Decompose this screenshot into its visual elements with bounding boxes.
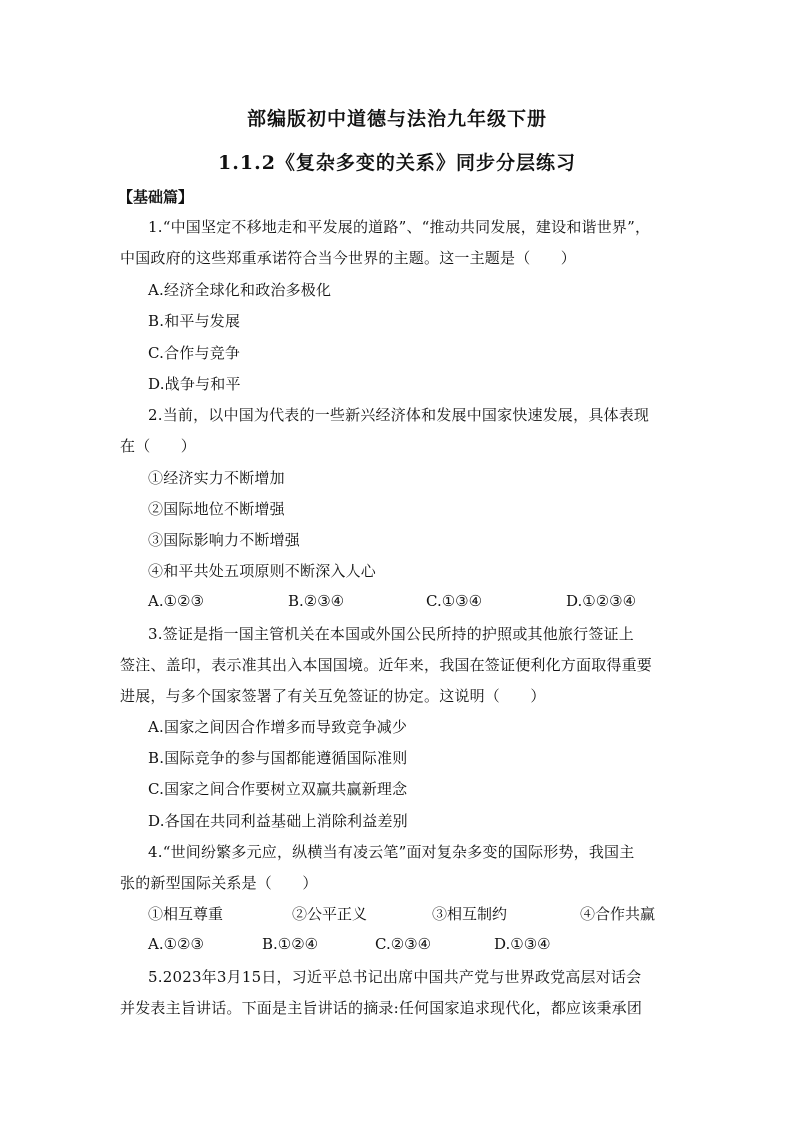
question-4-item-4: ④合作共赢	[580, 905, 656, 923]
question-1-option-b: B.和平与发展	[148, 312, 241, 330]
question-1-option-a: A.经济全球化和政治多极化	[148, 281, 332, 299]
question-3-option-d: D.各国在共同利益基础上消除利益差别	[148, 812, 408, 830]
section-label: 【基础篇】	[118, 188, 194, 206]
question-1-option-d: D.战争与和平	[148, 375, 241, 393]
question-1-option-c: C.合作与竞争	[148, 344, 241, 362]
question-2-choice-c: C.①③④	[426, 592, 483, 610]
question-2-item-2: ②国际地位不断增强	[148, 500, 285, 518]
question-4-item-1: ①相互尊重	[148, 905, 224, 923]
question-2-choice-d: D.①②③④	[566, 592, 637, 610]
question-4-choice-a: A.①②③	[148, 935, 204, 953]
question-5-line-1: 5.2023年3月15日，习近平总书记出席中国共产党与世界政党高层对话会	[148, 968, 642, 986]
question-2-choice-a: A.①②③	[148, 592, 204, 610]
question-2-line-1: 2.当前，以中国为代表的一些新兴经济体和发展中国家快速发展，具体表现	[148, 406, 650, 424]
question-5-line-2: 并发表主旨讲话。下面是主旨讲话的摘录:任何国家追求现代化，都应该秉承团	[120, 999, 643, 1017]
question-3-line-3: 进展，与多个国家签署了有关互免签证的协定。这说明（ ）	[120, 687, 546, 705]
question-3-line-1: 3.签证是指一国主管机关在本国或外国公民所持的护照或其他旅行签证上	[148, 625, 634, 643]
question-4-item-2: ②公平正义	[292, 905, 368, 923]
question-4-line-1: 4.“世间纷繁多元应，纵横当有凌云笔”面对复杂多变的国际形势，我国主	[148, 843, 635, 861]
page-title: 部编版初中道德与法治九年级下册	[246, 108, 547, 130]
question-4-item-3: ③相互制约	[432, 905, 508, 923]
question-3-option-b: B.国际竞争的参与国都能遵循国际准则	[148, 749, 408, 767]
question-3-option-c: C.国家之间合作要树立双赢共赢新理念	[148, 780, 408, 798]
question-3-line-2: 签注、盖印，表示准其出入本国国境。近年来，我国在签证便利化方面取得重要	[120, 656, 653, 674]
question-3-option-a: A.国家之间因合作增多而导致竞争减少	[148, 718, 408, 736]
question-2-item-4: ④和平共处五项原则不断深入人心	[148, 562, 377, 580]
page-subtitle: 1.1.2《复杂多变的关系》同步分层练习	[218, 152, 576, 174]
question-4-choice-d: D.①③④	[494, 935, 551, 953]
question-2-item-1: ①经济实力不断增加	[148, 469, 285, 487]
question-2-item-3: ③国际影响力不断增强	[148, 531, 301, 549]
question-1-line-2: 中国政府的这些郑重承诺符合当今世界的主题。这一主题是（ ）	[120, 249, 577, 267]
question-2-choice-b: B.②③④	[288, 592, 345, 610]
question-1-line-1: 1.“中国坚定不移地走和平发展的道路”、“推动共同发展，建设和谐世界”，	[148, 218, 651, 236]
question-2-line-2: 在（ ）	[120, 437, 197, 455]
question-4-choice-c: C.②③④	[375, 935, 432, 953]
question-4-line-2: 张的新型国际关系是（ ）	[120, 874, 318, 892]
question-4-choice-b: B.①②④	[262, 935, 319, 953]
